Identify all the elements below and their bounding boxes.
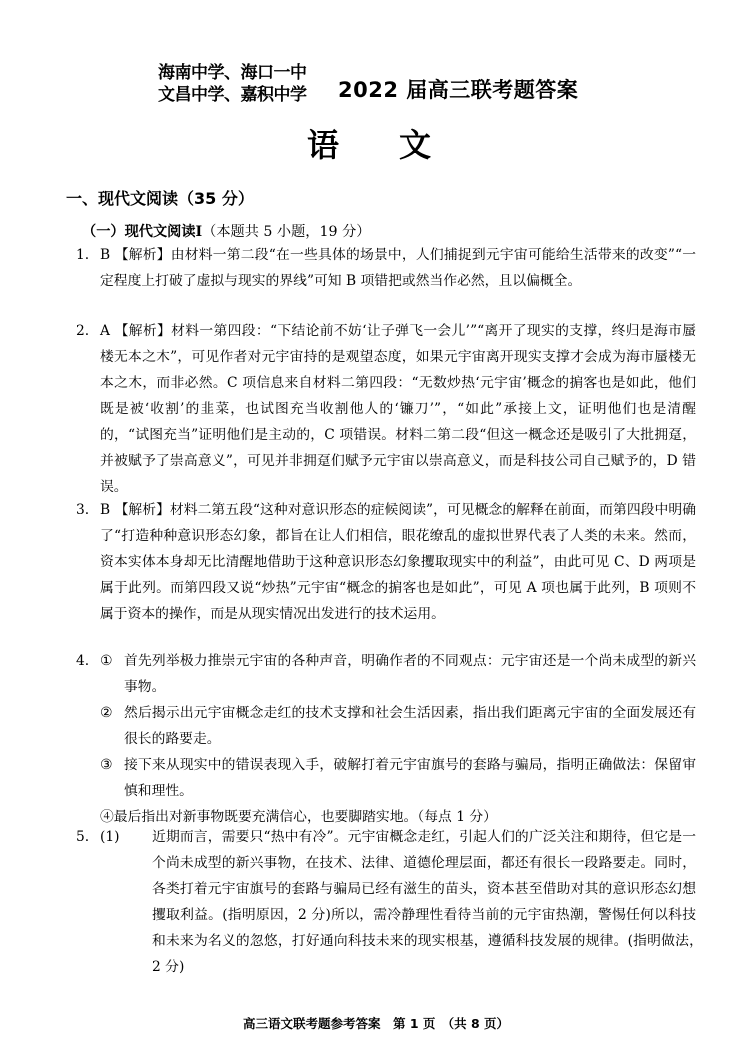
point-marker: ③ — [100, 757, 113, 773]
answer-text: A 【解析】材料一第四段：“下结论前不妨‘让子弹飞一会儿’”“离开了现实的支撑，终归是海市蜃楼无本之木”，可见作者对元宇宙持的是观望态度，如果元宇宙离开现实支撑才会成为海市蜃楼无本之木，而非必然。C 项信息来自材料二第四段：“无数炒热‘元宇宙’概念的掮客也是如此，他们既是被‘收割’的韭菜，也试图充当收割他人的‘镰刀’”，“如此”承接上文，证明他们也是清醒的，“试图充当”证明他们是主动的，C 项错误。材料二第二段“但这一概念还是吸引了大批拥趸，并被赋予了崇高意义”，可见并非拥趸们赋予元宇宙以崇高意义，而是科技公司自己赋予的，D 错误。 — [100, 323, 696, 495]
answer-body — [100, 824, 710, 980]
answer-points — [100, 648, 696, 830]
school-names — [158, 62, 307, 106]
answer-point-4: ④最后指出对新事物既要充满信心，也要脚踏实地。（每点 1 分） — [100, 809, 497, 825]
exam-title: 2022 届高三联考题答案 — [338, 78, 579, 102]
answer-point-3 — [100, 752, 696, 804]
point-marker: ② — [100, 705, 113, 721]
point-text: 然后揭示出元宇宙概念走红的技术支撑和社会生活因素，指出我们距离元宇宙的全面发展还有很长的路要走。 — [124, 705, 696, 747]
answer-text: B 【解析】由材料一第二段“在一些具体的场景中，人们捕捉到元宇宙可能给生活带来的改变”“一定程度上打破了虚拟与现实的界线”可知 B 项错把或然当作必然，且以偏概全。 — [100, 247, 696, 289]
question-number: 3. — [76, 502, 90, 518]
subject-title: 语 文 — [306, 126, 445, 164]
answer-point-1 — [100, 648, 696, 700]
question-number: 1. — [76, 247, 90, 263]
exam-header — [150, 62, 620, 112]
answer-item-4 — [76, 648, 696, 830]
school-names-line2: 文昌中学、嘉积中学 — [158, 85, 307, 105]
question-number: 2. — [76, 323, 90, 339]
answer-text: B 【解析】材料二第五段“这种对意识形态的症候阅读”，可见概念的解释在前面，而第四段中明确了“打造种种意识形态幻象，都旨在让人们相信，眼花缭乱的虚拟世界代表了人类的未来。然而，资本实体本身却无比清醒地借助于这种意识形态幻象攫取现实中的利益”，由此可见 C、D 两项是属于此列。而第四段又说“炒热”元宇宙“概念的掮客也是如此”，可见 A 项也属于此列，B 项则不属于资本的操作，而是从现实情况出发进行的技术运用。 — [100, 502, 696, 622]
answer-text: 近期而言，需要只“热中有冷”。元宇宙概念走红，引起人们的广泛关注和期待，但它是一个尚未成型的新兴事物，在技术、法律、道德伦理层面，都还有很长一段路要走。同时，各类打着元宇宙旗号的套路与骗局已经有滋生的苗头，资本甚至借助对其的意识形态幻想攫取利益。(指明原因，2 分)所以，需冷静理性看待当前的元宇宙热潮，警惕任何以科技和未来为名义的忽悠，打好通向科技未来的现实根基，遵循科技发展的规律。(指明做法， 2 分) — [152, 829, 710, 975]
subsection-note: （本题共 5 小题，19 分） — [202, 224, 371, 240]
answer-item-3 — [76, 497, 696, 627]
sub-question-marker: (1) — [100, 829, 120, 845]
school-names-line1: 海南中学、海口一中 — [158, 63, 307, 83]
answer-item-1 — [76, 242, 696, 294]
answer-item-2 — [76, 318, 696, 500]
point-text: 接下来从现实中的错误表现入手，破解打着元宇宙旗号的套路与骗局，指明正确做法：保留审慎和理性。 — [124, 757, 696, 799]
subsection-title — [82, 221, 370, 241]
point-marker: ① — [100, 653, 113, 669]
answer-point-2 — [100, 700, 696, 752]
answer-item-5 — [76, 824, 710, 980]
section-title: 一、现代文阅读（35 分） — [66, 189, 254, 208]
page-footer: 高三语文联考题参考答案 第 1 页 （共 8 页） — [242, 1016, 510, 1031]
point-text: 首先列举极力推崇元宇宙的各种声音，明确作者的不同观点：元宇宙还是一个尚未成型的新兴事物。 — [124, 653, 696, 695]
question-number: 5. — [76, 829, 90, 845]
question-number: 4. — [76, 653, 90, 669]
subsection-label: （一）现代文阅读Ⅰ — [82, 224, 203, 240]
